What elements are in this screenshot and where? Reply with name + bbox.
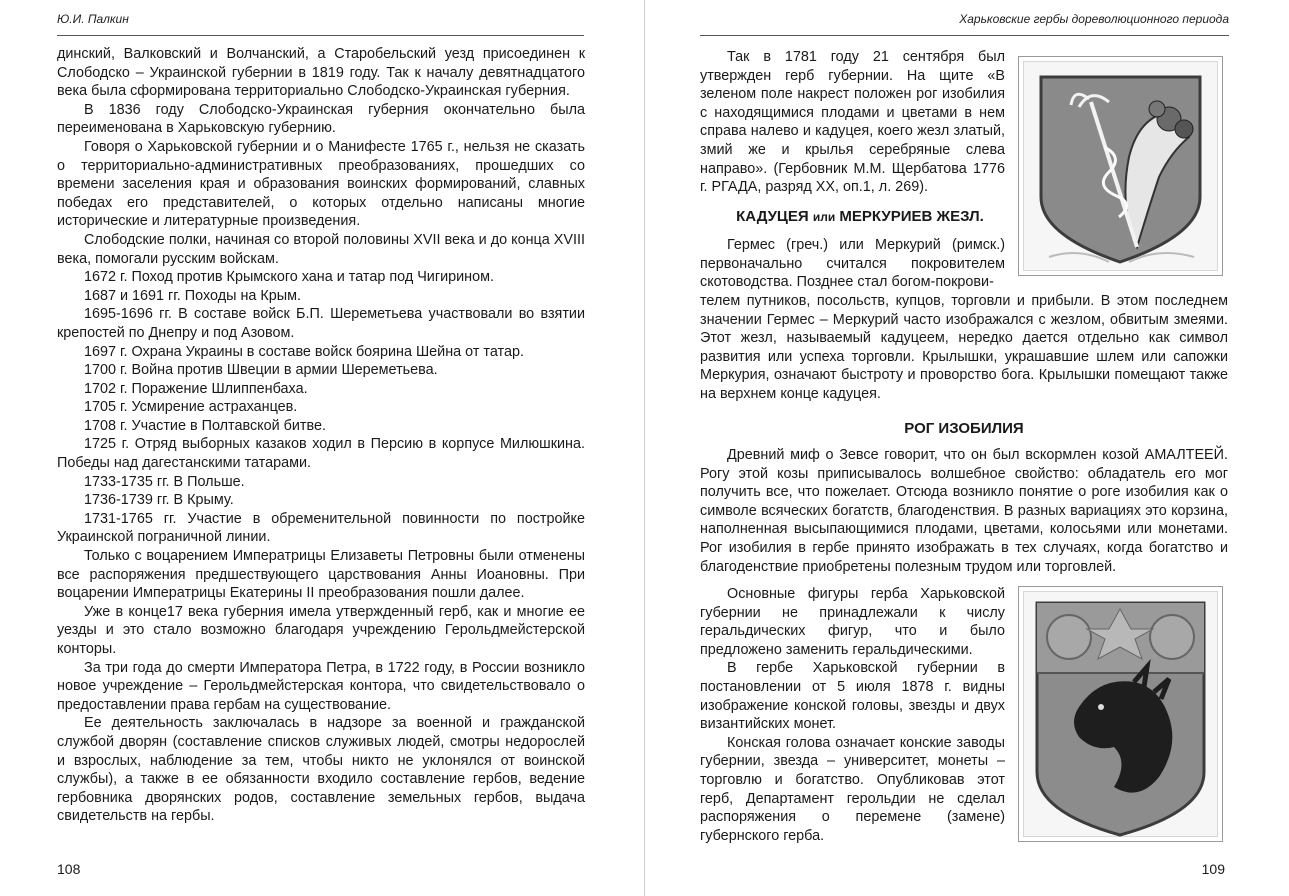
paragraph: Так в 1781 году 21 сентября был утвержден герб губернии. На щите «В зеленом поле накрест положен рог изобилия с находящимися плодами и цветами в нем справа налево и кадуцея, коего жезл златый, змий же и крылья серебряные слева направо». (Гербовник М.М. Щербатова 1776 г. РГАДА, разряд XX, оп.1, л. 269). (700, 49, 1005, 196)
running-head-author: Ю.И. Палкин (57, 12, 129, 26)
heading-or: или (812, 210, 836, 224)
paragraph: 1733-1735 гг. В Польше. (84, 473, 245, 490)
paragraph: Ее деятельность заключалась в надзоре за военной и гражданской службой дворян (составление списков служивых людей, смотры недорослей и взрослых, наблюдение за тем, чтобы никто не уклонялся от воинской службы), а также в ее обязанности входило составление гербов, ведение гербовника дворянских родов, составление земельных гербов, выдача свидетельств на гербы. (57, 715, 585, 825)
section-heading-cornucopia: РОГ ИЗОБИЛИЯ (904, 420, 1024, 437)
shield-cornucopia-caduceus-icon (1019, 57, 1222, 275)
paragraph: Говоря о Харьковской губернии и о Манифесте 1765 г., нельзя не сказать о территориально-административных преобразованиях, прошедших со времени заселения края и образования воинских формирований, славных победах его представителей, о которых отдельно написаны многие исторические и литературные произведения. (57, 138, 585, 230)
heading-word: МЕРКУРИЕВ ЖЕЗЛ. (839, 208, 984, 225)
paragraph: Древний миф о Зевсе говорит, что он был вскормлен козой АМАЛТЕЕЙ. Рогу этой козы приписывалось волшебное свойство: обладатель его мог получить все, что пожелает. Отсюда возникло понятие о роге изобилия как о символе всяческих богатств, благоденствия. В разных вариациях это корзина, наполненная высыпающимися плодами, цветами, колосьями или монетами. Рог изобилия в гербе принято изображать в тех случаях, когда богатство и благоденствие приобретены полезным трудом или торговлей. (700, 447, 1228, 575)
paragraph: Только с воцарением Императрицы Елизаветы Петровны были отменены все распоряжения предшествующего царствования Анны Иоановны. При воцарении Императрицы Екатерины II преобразования пошли далее. (57, 548, 585, 602)
section-heading-caduceus (700, 208, 1020, 225)
right-page (645, 0, 1289, 896)
paragraph: 1700 г. Война против Швеции в армии Шереметьева. (84, 362, 438, 379)
paragraph: В 1836 году Слободско-Украинская губерния окончательно была переименована в Харьковскую губернию. (57, 101, 585, 137)
paragraph: В гербе Харьковской губернии в постановлении от 5 июля 1878 г. видны изображение конской головы, звезды и двух византийских монет. (700, 660, 1005, 733)
running-head-title: Харьковские гербы дореволюционного периода (959, 12, 1229, 26)
paragraph: телем путников, посольств, купцов, торговли и прибыли. В этом последнем значении Гермес – Меркурий часто изображался с жезлом, обвитым змеями. Этот жезл, называемый кадуцеем, нередко дается отдельно как символ развития или успеха торговли. Крылышки, украшавшие шлем или сапожки Меркурия, означают быстроту и проворство бога. Крылышки помещают также на верхнем конце кадуцея. (700, 293, 1228, 402)
paragraph: 1708 г. Участие в Полтавской битве. (84, 417, 327, 434)
paragraph: динский, Валковский и Волчанский, а Старобельский уезд присоединен к Слободско – Украинской губернии в 1819 году. Так к началу девятнадцатого века была сформирована территориально Слободско-Украинская губерния. (57, 46, 585, 100)
paragraph: 1697 г. Охрана Украины в составе войск боярина Шейна от татар. (84, 343, 524, 360)
heading-word: КАДУЦЕЯ (736, 208, 809, 225)
paragraph: 1695-1696 гг. В составе войск Б.П. Шереметьева участвовали во взятии крепостей по Днепру и под Азовом. (57, 306, 585, 341)
kharkiv-arms-1878-text (700, 585, 1005, 845)
header-rule (700, 35, 1229, 36)
paragraph: За три года до смерти Императора Петра, в 1722 году, в России возникло новое учреждение – Герольдмейстерская контора, что свидетельствовало о предоставлении права гербам на существование. (57, 659, 585, 713)
paragraph: Конская голова означает конские заводы губернии, звезда – университет, монеты – торговлю и богатство. Опубликовав этот герб, Департамент герольдии не сделал распоряжения о перемене (замене) губернского герба. (700, 734, 1005, 844)
hermes-paragraph-continued (700, 292, 1228, 404)
paragraph: 1725 г. Отряд выборных казаков ходил в Персию в корпусе Милюшкина. Победы над дагестанскими татарами. (57, 436, 585, 472)
cornucopia-paragraph (700, 446, 1228, 576)
coat-of-arms-1781-image (1018, 56, 1223, 276)
paragraph: Основные фигуры герба Харьковской губернии не принадлежали к числу геральдических фигур, что и было предложено заменить геральдическими. (700, 586, 1005, 658)
paragraph: 1672 г. Поход против Крымского хана и татар под Чигирином. (84, 269, 495, 286)
coat-of-arms-1878-image (1018, 586, 1223, 842)
shield-horse-head-star-icon (1019, 587, 1222, 841)
page-number: 108 (57, 861, 81, 877)
paragraph: 1736-1739 гг. В Крыму. (84, 492, 234, 509)
paragraph: 1702 г. Поражение Шлиппенбаха. (84, 380, 308, 397)
paragraph: Слободские полки, начиная со второй половины XVII века и до конца XVIII века, помогали русским войскам. (57, 231, 585, 267)
paragraph: 1705 г. Усмирение астраханцев. (84, 399, 298, 416)
paragraph: 1731-1765 гг. Участие в обременительной повинности по постройке Украинской пограничной линии. (57, 510, 585, 546)
page-number: 109 (1201, 861, 1225, 877)
header-rule (57, 35, 584, 36)
coat-of-arms-description (700, 48, 1005, 197)
hermes-paragraph-start (700, 236, 1005, 292)
paragraph: Уже в конце17 века губерния имела утвержденный герб, как и многие ее уезды и это стало возможно благодаря учреждению Герольдмейстерской конторы. (57, 603, 585, 657)
paragraph: 1687 и 1691 гг. Походы на Крым. (84, 287, 302, 304)
left-page-text (57, 45, 585, 826)
paragraph: Гермес (греч.) или Меркурий (римск.) первоначально считался покровителем скотоводства. Позднее стал богом-покрови- (700, 237, 1005, 291)
